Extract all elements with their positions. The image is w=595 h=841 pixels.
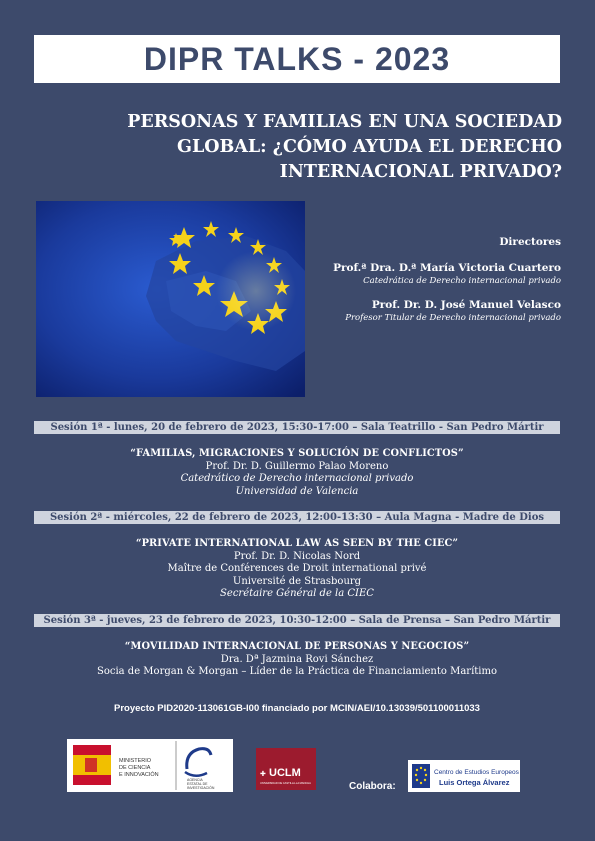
ceee-logo: [408, 760, 520, 792]
subtitle-line: GLOBAL: ¿CÓMO AYUDA EL DERECHO: [177, 137, 562, 157]
uclm-logo: [256, 748, 316, 790]
ministerio-agencia-logo: [67, 739, 233, 792]
directors-block: [333, 236, 561, 336]
speaker-name: Prof. Dr. D. Guillermo Palao Moreno: [205, 460, 389, 472]
directors-heading: Directores: [499, 236, 561, 248]
session-3-details: [34, 641, 560, 679]
speaker-role: Socia de Morgan & Morgan – Líder de la Práctica de Financiamiento Marítimo: [97, 666, 497, 677]
subtitle-line: INTERNACIONAL PRIVADO?: [279, 162, 562, 182]
eu-europe-image: [36, 201, 305, 397]
speaker-org: Université de Strasbourg: [232, 575, 362, 587]
speaker-extra: Secrétaire Général de la CIEC: [220, 588, 374, 599]
ministerio-text: E INNOVACIÓN: [119, 772, 159, 778]
speaker-role: Catedrático de Derecho internacional privado: [180, 473, 414, 484]
uclm-subtext: UNIVERSIDAD DE CASTILLA-LA MANCHA: [260, 782, 311, 785]
speaker-name: Prof. Dr. D. Nicolas Nord: [233, 550, 361, 562]
speaker-org: Universidad de Valencia: [235, 485, 359, 497]
agencia-text: AGENCIA: [187, 778, 203, 782]
speaker-name: Dra. Dª Jazmina Rovi Sánchez: [220, 653, 374, 665]
event-title: DIPR TALKS - 2023: [34, 35, 560, 83]
ministerio-text: DE CIENCIA: [119, 765, 151, 771]
director-name: Prof. Dr. D. José Manuel Velasco: [371, 299, 561, 311]
director-name: Prof.ª Dra. D.ª María Victoria Cuartero: [333, 262, 561, 274]
director-role: Profesor Titular de Derecho internacional privado: [345, 313, 561, 323]
director-role: Catedrática de Derecho internacional privado: [363, 276, 561, 286]
project-funding: Proyecto PID2020-113061GB-I00 financiado por MCIN/AEI/10.13039/501100011033: [114, 703, 480, 714]
agencia-text: ESTATAL DE: [187, 782, 208, 786]
subtitle-line: PERSONAS Y FAMILIAS EN UNA SOCIEDAD: [127, 112, 562, 132]
talk-title: “FAMILIAS, MIGRACIONES Y SOLUCIÓN DE CONFLICTOS”: [130, 448, 464, 459]
ceee-text: Centro de Estudios Europeos: [434, 769, 519, 776]
uclm-text: UCLM: [269, 767, 301, 779]
agencia-text: INVESTIGACIÓN: [187, 786, 215, 790]
talk-title: “MOVILIDAD INTERNACIONAL DE PERSONAS Y NEGOCIOS”: [124, 641, 470, 652]
colabora-label: Colabora:: [349, 781, 396, 792]
session-2-details: [34, 538, 560, 601]
session-1-details: [34, 448, 560, 498]
event-subtitle: [22, 110, 562, 185]
session-2-bar: Sesión 2ª - miércoles, 22 de febrero de 2023, 12:00-13:30 – Aula Magna - Madre de Dios: [34, 511, 560, 524]
talk-title: “PRIVATE INTERNATIONAL LAW AS SEEN BY THE CIEC”: [135, 538, 459, 549]
cross-icon: ✚: [260, 771, 266, 778]
ceee-text: Luis Ortega Álvarez: [439, 778, 510, 787]
speaker-role: Maître de Conférences de Droit international privé: [167, 563, 427, 574]
ministerio-text: MINISTERIO: [119, 758, 152, 764]
session-1-bar: Sesión 1ª - lunes, 20 de febrero de 2023, 15:30-17:00 – Sala Teatrillo - San Pedro Mártir: [34, 421, 560, 434]
session-3-bar: Sesión 3ª - jueves, 23 de febrero de 2023, 10:30-12:00 – Sala de Prensa – San Pedro Mártir: [34, 614, 560, 627]
